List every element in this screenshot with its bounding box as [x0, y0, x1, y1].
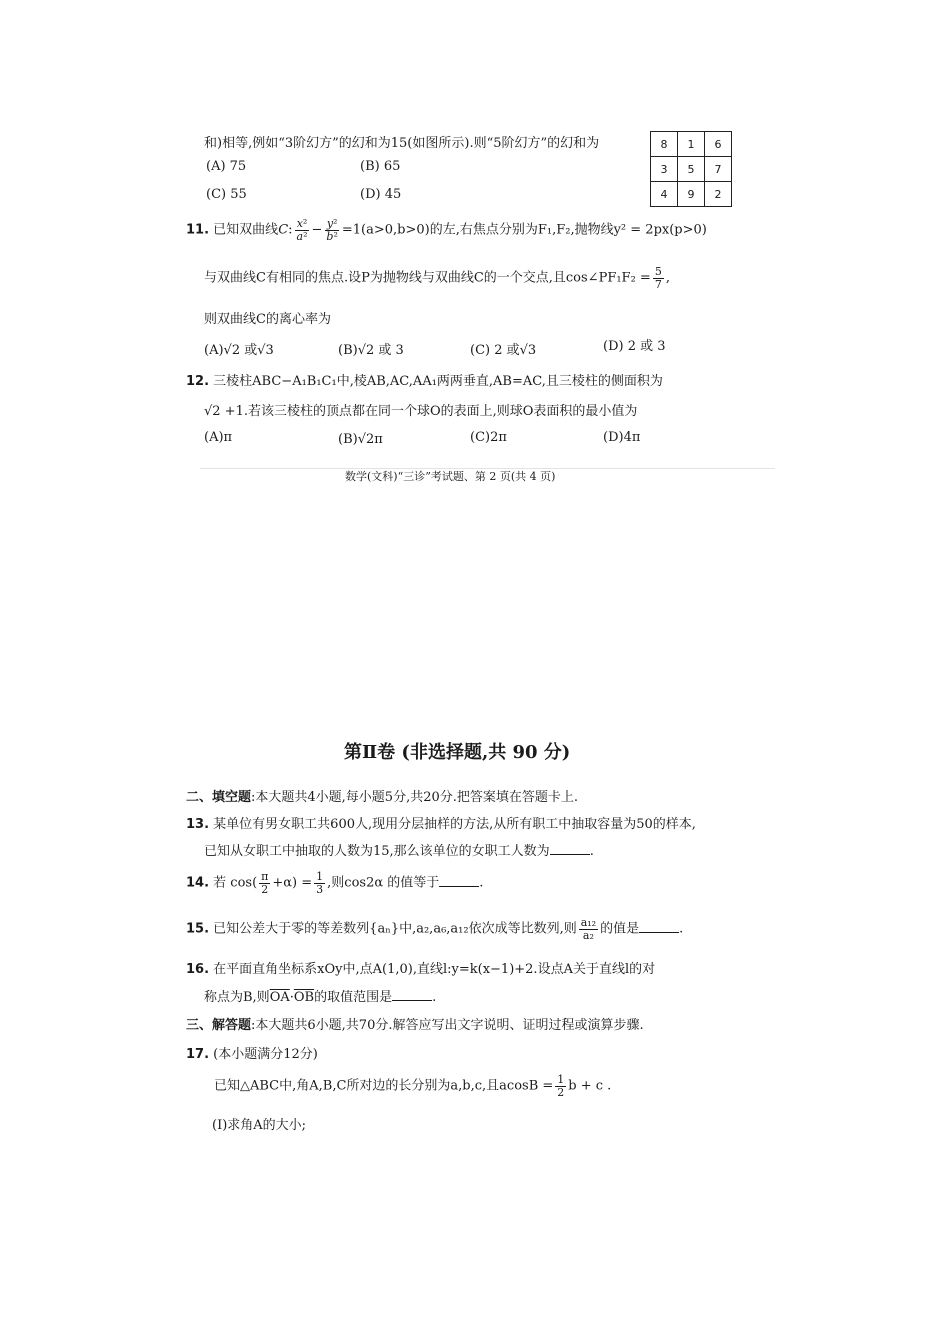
q11-text-a: 已知双曲线 — [213, 222, 279, 238]
q13-line2: 已知从女职工中抽取的人数为15,那么该单位的女职工人数为 . — [204, 844, 594, 859]
q13-text-2: 已知从女职工中抽取的人数为15,那么该单位的女职工人数为 — [204, 844, 550, 859]
magic-cell: 9 — [678, 182, 705, 207]
q13-text-1: 某单位有男女职工共600人,现用分层抽样的方法,从所有职工中抽取容量为50的样本, — [213, 817, 696, 832]
magic-cell: 4 — [651, 182, 678, 207]
q17-half-frac: $\frac{1}{2}$ — [557, 1073, 565, 1099]
q16-line1: 16. 在平面直角坐标系xOy中,点A(1,0),直线l:y=k(x−1)+2.设点A关于直线l的对 — [186, 962, 656, 977]
q11-frac-x: $\frac{\text{x²}}{\text{a²}}$ — [296, 217, 308, 243]
q14-third-frac: $\frac{1}{3}$ — [316, 870, 324, 896]
q15-number: 15. — [186, 921, 210, 937]
q16-answer-blank[interactable] — [392, 988, 432, 1001]
q12-option-c: (C)2π — [470, 430, 507, 445]
solve-header — [186, 1014, 644, 1033]
solve-header-label: 三、解答题 — [186, 1018, 252, 1033]
q11-number: 11. — [186, 222, 210, 238]
q11-line1: 11. 已知双曲线C: $\frac{\text{x²}}{\text{a²}}$ − $\frac{\text{y²}}{\text{b²}}$ =1(a>0,b>0)的左,右焦点分别为F₁,F₂,抛物线y² = 2px(p>0) — [186, 217, 707, 243]
q12-option-d: (D)4π — [603, 430, 641, 445]
q14-answer-blank[interactable] — [439, 874, 479, 887]
magic-cell: 7 — [705, 157, 732, 182]
vector-oa: $\overline{OA}$ — [269, 990, 290, 1005]
section2-title: 第Ⅱ卷 (非选择题,共 90 分) — [344, 742, 571, 763]
q12-line2: √2 +1.若该三棱柱的顶点都在同一个球O的表面上,则球O表面积的最小值为 — [204, 404, 638, 419]
q11-line2: 与双曲线C有相同的焦点.设P为抛物线与双曲线C的一个交点,且cos∠PF₁F₂ = $\frac{5}{7}$ , — [204, 265, 670, 291]
fill-in-header-label: 二、填空题 — [186, 790, 252, 805]
q14-number: 14. — [186, 875, 210, 891]
q12-option-a: (A)π — [204, 430, 233, 445]
q12-number: 12. — [186, 374, 210, 389]
q10-option-d: (D) 45 — [360, 187, 402, 202]
fill-in-header-text: :本大题共4小题,每小题5分,共20分.把答案填在答题卡上. — [251, 790, 579, 805]
q13-line1 — [186, 813, 696, 832]
q10-option-a: (A) 75 — [206, 159, 247, 174]
magic-cell: 5 — [678, 157, 705, 182]
q11-line3: 则双曲线C的离心率为 — [204, 312, 331, 327]
solve-header-text: :本大题共6小题,共70分.解答应写出文字说明、证明过程或演算步骤. — [251, 1018, 644, 1033]
magic-cell: 6 — [705, 132, 732, 157]
fill-in-header — [186, 786, 578, 805]
q15-ratio-frac: $\frac{\text{a₁₂}}{\text{a₂}}$ — [580, 916, 597, 942]
q10-option-c: (C) 55 — [206, 187, 247, 202]
q11-text-2: 与双曲线C有相同的焦点.设P为抛物线与双曲线C的一个交点,且cos∠PF₁F₂ = — [204, 270, 651, 286]
q10-option-b: (B) 65 — [360, 159, 401, 174]
magic-cell: 3 — [651, 157, 678, 182]
q11-frac-y: $\frac{\text{y²}}{\text{b²}}$ — [326, 217, 338, 243]
q16-number: 16. — [186, 962, 210, 977]
q14-line: 14. 若 cos( $\frac{\pi}{2}$ +α) = $\frac{1}{3}$ ,则cos2α 的值等于 . — [186, 870, 484, 896]
q17-title: 17. (本小题满分12分) — [186, 1047, 318, 1062]
q17-part1: (Ⅰ)求角A的大小; — [212, 1118, 307, 1133]
page-footer: 数学(文科)“三诊”考试题、第 2 页(共 4 页) — [345, 470, 556, 483]
magic-cell: 8 — [651, 132, 678, 157]
q13-number: 13. — [186, 817, 210, 832]
q11-option-b: (B)√2 或 3 — [338, 343, 404, 358]
q13-answer-blank[interactable] — [550, 842, 590, 855]
q15-line: 15. 已知公差大于零的等差数列{aₙ}中,a₂,a₆,a₁₂依次成等比数列,则 $\frac{\text{a₁₂}}{\text{a₂}}$ 的值是 . — [186, 916, 684, 942]
q15-answer-blank[interactable] — [639, 920, 679, 933]
magic-cell: 1 — [678, 132, 705, 157]
q12-option-b: (B)√2π — [338, 432, 383, 447]
q17-condition: 已知△ABC中,角A,B,C所对边的长分别为a,b,c,且acosB = $\frac{1}{2}$ b + c . — [214, 1073, 612, 1099]
magic-cell: 2 — [705, 182, 732, 207]
q11-option-a: (A)√2 或√3 — [204, 343, 274, 358]
q17-number: 17. — [186, 1047, 210, 1062]
q12-text-1: 三棱柱ABC−A₁B₁C₁中,棱AB,AC,AA₁两两垂直,AB=AC,且三棱柱的侧面积为 — [213, 374, 663, 389]
q11-option-d: (D) 2 或 3 — [603, 339, 666, 354]
q12-line1 — [186, 370, 663, 389]
q16-line2: 称点为B,则$\overline{OA}\cdot\overline{OB}$的取值范围是 . — [204, 990, 437, 1005]
q11-option-c: (C) 2 或√3 — [470, 343, 537, 358]
vector-ob: $\overline{OB}$ — [293, 990, 315, 1005]
q11-cos-frac: $\frac{5}{7}$ — [654, 265, 662, 291]
q10-stem: 和)相等,例如“3阶幻方”的幻和为15(如图所示).则“5阶幻方”的幻和为 — [204, 136, 600, 151]
q11-text-b: =1(a>0,b>0)的左,右焦点分别为F₁,F₂,抛物线y² = 2px(p>0) — [341, 222, 707, 238]
magic-square — [650, 131, 732, 207]
q14-pi-frac: $\frac{\pi}{2}$ — [261, 870, 269, 896]
